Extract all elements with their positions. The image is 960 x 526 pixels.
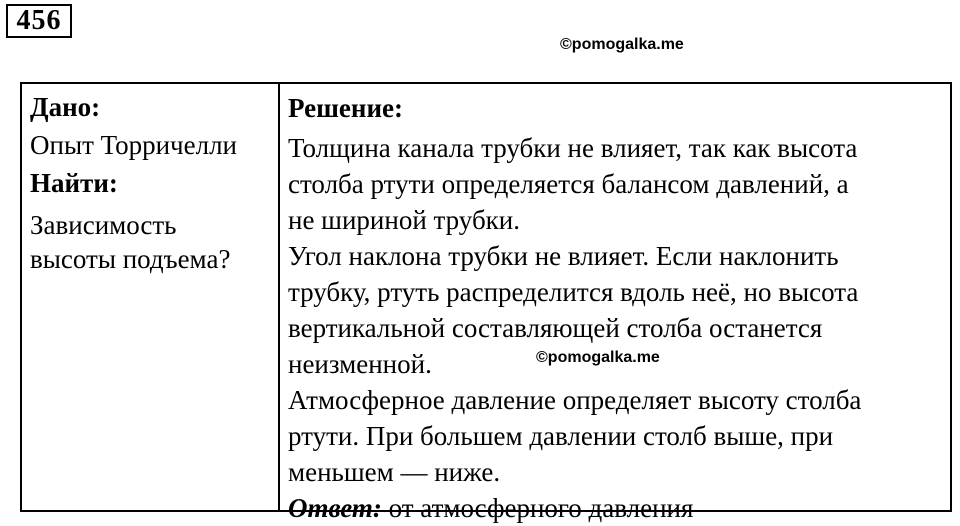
find-line: высоты подъема? xyxy=(30,244,231,274)
solution-header: Решение: xyxy=(288,93,403,123)
answer-line xyxy=(288,490,948,526)
solution-body xyxy=(288,130,948,526)
solution-line: трубку, ртуть распределится вдоль неё, но высота xyxy=(288,277,859,307)
solution-table xyxy=(20,82,952,523)
given-header: Дано: xyxy=(30,92,101,122)
column-divider xyxy=(278,84,280,510)
answer-text: от атмосферного давления xyxy=(381,493,694,523)
solution-line: Атмосферное давление определяет высоту столба xyxy=(288,385,862,415)
solution-line: столба ртути определяется балансом давлений, а xyxy=(288,169,849,199)
watermark-top: ©pomogalka.me xyxy=(560,36,684,53)
given-item: Опыт Торричелли xyxy=(30,130,238,160)
solution-line: меньшем — ниже. xyxy=(288,457,501,487)
solution-column xyxy=(288,90,948,526)
find-header: Найти: xyxy=(30,168,118,198)
given-column xyxy=(30,90,270,276)
find-item xyxy=(30,208,270,276)
solution-line: неизменной. xyxy=(288,349,432,379)
solution-line: Угол наклона трубки не влияет. Если наклонить xyxy=(288,241,839,271)
find-line: Зависимость xyxy=(30,210,177,240)
solution-line: не шириной трубки. xyxy=(288,205,520,235)
problem-number: 456 xyxy=(6,4,72,38)
solution-line: вертикальной составляющей столба останется xyxy=(288,313,823,343)
solution-line: Толщина канала трубки не влияет, так как высота xyxy=(288,133,858,163)
answer-label: Ответ: xyxy=(288,493,382,523)
watermark-middle: ©pomogalka.me xyxy=(536,349,660,366)
solution-line: ртути. При большем давлении столб выше, при xyxy=(288,421,834,451)
